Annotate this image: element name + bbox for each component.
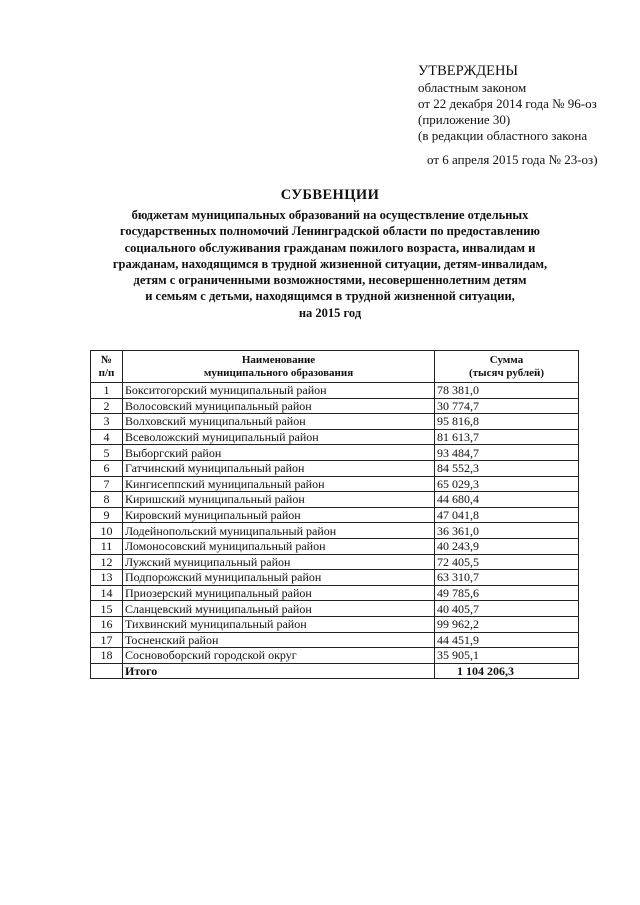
row-municipality: Приозерский муниципальный район [123,585,435,601]
table-header-row [91,351,579,383]
subtitle-line: гражданам, находящимся в трудной жизненной ситуации, детям-инвалидам, [112,256,548,271]
table-row [91,554,579,570]
row-amount: 35 905,1 [435,648,579,664]
row-municipality: Бокситогорский муниципальный район [123,383,435,399]
approval-line: областным законом [418,80,527,95]
row-amount: 81 613,7 [435,429,579,445]
row-amount: 40 243,9 [435,538,579,554]
row-number: 14 [91,585,123,601]
row-municipality: Киришский муниципальный район [123,492,435,508]
row-amount: 99 962,2 [435,616,579,632]
row-municipality: Тосненский район [123,632,435,648]
row-amount: 44 451,9 [435,632,579,648]
table-row [91,570,579,586]
subtitle-line: государственных полномочий Ленинградской области по предоставлению [120,224,540,239]
table-row [91,445,579,461]
header-num: № п/п [91,351,123,383]
row-number: 12 [91,554,123,570]
table-row [91,476,579,492]
total-label: Итого [123,663,435,679]
table-row [91,460,579,476]
row-amount: 65 029,3 [435,476,579,492]
row-number: 13 [91,570,123,586]
table-row [91,585,579,601]
table-row [91,383,579,399]
row-municipality: Подпорожский муниципальный район [123,570,435,586]
table-row [91,429,579,445]
table-row [91,523,579,539]
row-number: 10 [91,523,123,539]
header-sum: Сумма (тысяч рублей) [435,351,579,383]
row-number: 16 [91,616,123,632]
total-sum: 1 104 206,3 [435,663,579,679]
table-body [91,383,579,664]
row-amount: 40 405,7 [435,601,579,617]
table-row [91,632,579,648]
table-total-row [91,663,579,679]
approval-line: от 22 декабря 2014 года № 96-оз [418,96,597,111]
row-number: 3 [91,414,123,430]
subtitle-line: социального обслуживания гражданам пожилого возраста, инвалидам и [124,240,536,255]
row-amount: 78 381,0 [435,383,579,399]
row-amount: 49 785,6 [435,585,579,601]
row-number: 17 [91,632,123,648]
table-row [91,398,579,414]
row-number: 7 [91,476,123,492]
row-amount: 63 310,7 [435,570,579,586]
approval-block [418,63,628,168]
row-number: 6 [91,460,123,476]
approval-line: (в редакции областного закона [418,128,588,143]
row-number: 11 [91,538,123,554]
subsidies-table [90,350,579,679]
table-row [91,538,579,554]
document-subtitle [70,207,590,321]
row-amount: 44 680,4 [435,492,579,508]
row-municipality: Волосовский муниципальный район [123,398,435,414]
row-municipality: Кингисеппский муниципальный район [123,476,435,492]
subtitle-line: бюджетам муниципальных образований на осуществление отдельных [131,208,529,222]
document-title-block [70,186,590,321]
approval-stamp: УТВЕРЖДЕНЫ [418,63,519,79]
header-name: Наименование муниципального образования [123,351,435,383]
row-amount: 47 041,8 [435,507,579,523]
row-municipality: Ломоносовский муниципальный район [123,538,435,554]
row-number: 18 [91,648,123,664]
row-amount: 72 405,5 [435,554,579,570]
row-municipality: Кировский муниципальный район [123,507,435,523]
row-municipality: Лужский муниципальный район [123,554,435,570]
row-municipality: Тихвинский муниципальный район [123,616,435,632]
document-title: СУБВЕНЦИИ [280,187,380,203]
row-number: 8 [91,492,123,508]
total-num-cell [91,663,123,679]
row-number: 9 [91,507,123,523]
table-row [91,616,579,632]
row-number: 5 [91,445,123,461]
row-amount: 84 552,3 [435,460,579,476]
subtitle-line: на 2015 год [298,305,362,320]
row-municipality: Сосновоборский городской округ [123,648,435,664]
subtitle-line: и семьям с детьми, находящимся в трудной жизненной ситуации, [145,289,515,304]
row-municipality: Сланцевский муниципальный район [123,601,435,617]
row-amount: 93 484,7 [435,445,579,461]
approval-line: (приложение 30) [418,112,511,127]
row-number: 15 [91,601,123,617]
approval-line-last: от 6 апреля 2015 года № 23-оз) [427,152,598,167]
row-municipality: Всеволожский муниципальный район [123,429,435,445]
row-municipality: Гатчинский муниципальный район [123,460,435,476]
row-amount: 36 361,0 [435,523,579,539]
row-municipality: Выборгский район [123,445,435,461]
table-row [91,601,579,617]
table-row [91,507,579,523]
subtitle-line: детям с ограниченными возможностями, несовершеннолетним детям [133,273,527,288]
row-number: 1 [91,383,123,399]
row-number: 2 [91,398,123,414]
row-amount: 30 774,7 [435,398,579,414]
table-row [91,414,579,430]
table-row [91,492,579,508]
row-municipality: Лодейнопольский муниципальный район [123,523,435,539]
row-municipality: Волховский муниципальный район [123,414,435,430]
row-number: 4 [91,429,123,445]
row-amount: 95 816,8 [435,414,579,430]
table-row [91,648,579,664]
